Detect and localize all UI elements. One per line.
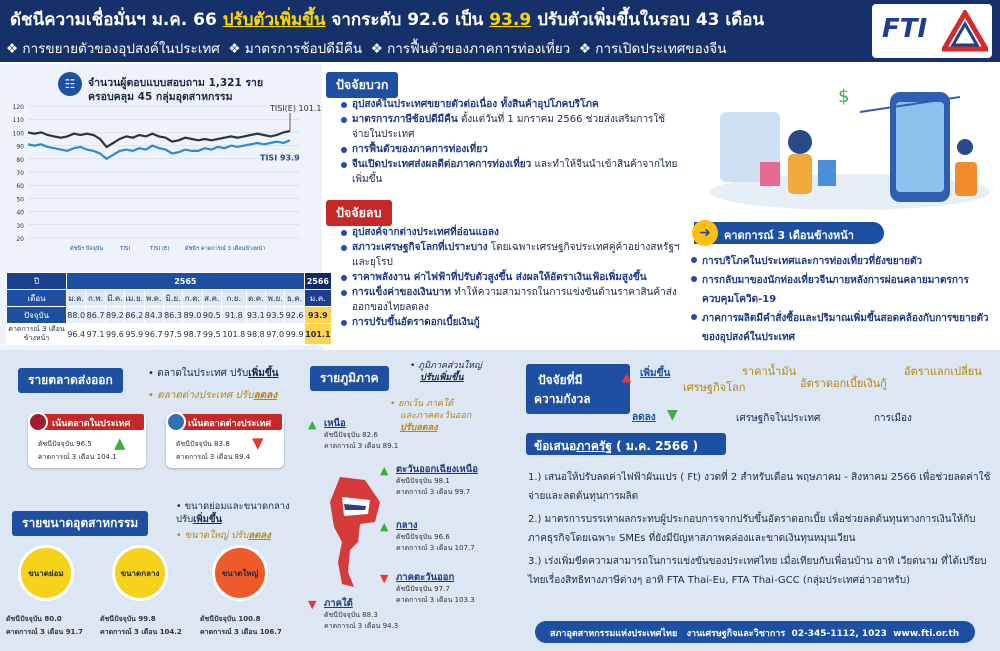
region-exp: คาดการณ์ 3 เดือน 103.3	[396, 596, 475, 604]
table-exp-label: คาดการณ์ 3 เดือนข้างหน้า	[7, 324, 67, 345]
up-arrow-icon: ▲	[622, 370, 632, 384]
concern-politics: การเมือง	[874, 413, 912, 424]
concern-domestic: เศรษฐกิจในประเทศ	[736, 413, 821, 424]
month-cell: พ.ย.	[266, 290, 285, 307]
table-year-label: ปี	[7, 273, 67, 290]
expect-cell: 96.7	[144, 324, 163, 345]
legend-entry: TISI (E)	[150, 246, 170, 252]
svg-text:$: $	[838, 86, 850, 107]
expect-cell: 97.1	[86, 324, 105, 345]
region-title: รายภูมิภาค	[310, 366, 389, 391]
tisi-line-chart	[0, 100, 322, 270]
concern-up: เพิ่มขึ้น	[640, 368, 671, 379]
concern-global: เศรษฐกิจโลก	[683, 381, 746, 394]
current-cell: 93.5	[266, 307, 285, 324]
size-cur: ดัชนีปัจจุบัน 99.8	[100, 615, 156, 623]
logo-text: FTI	[882, 14, 928, 44]
concern-down: ลดลง	[632, 412, 656, 423]
region-arrow-icon: ▼	[308, 598, 317, 611]
factor-1: ❖ การขยายตัวของอุปสงค์ในประเทศ	[6, 41, 220, 57]
thai-flag-icon	[28, 412, 48, 432]
y-tick-label: 40	[16, 209, 24, 217]
series-line-1	[28, 140, 290, 159]
y-tick-label: 90	[16, 143, 24, 151]
region-arrow-icon: ▲	[308, 418, 317, 431]
forecast-title: คาดการณ์ 3 เดือนข้างหน้า	[724, 229, 854, 242]
current-cell: 93.9	[304, 307, 331, 324]
expect-cell: 101.1	[304, 324, 331, 345]
region-exp: คาดการณ์ 3 เดือน 89.1	[324, 442, 399, 450]
negative-tag	[326, 200, 392, 226]
domestic-exp: คาดการณ์ 3 เดือน 104.1	[38, 453, 117, 461]
proposal-item: 3.) เร่งเพิ่มขีดความสามารถในการแข่งขันของประเทศไทย เมื่อเทียบกับเพื่อนบ้าน อาทิ เวียดนาม ที่ได้เปรียบไทยเรื่องสิทธิทางภาษีต่างๆ อาทิ FTA Thai-Eu, FTA Thai-GCC (กลุ่มประเทศอ่าวอาหรับ)	[528, 556, 987, 586]
arrow-right-icon: ➜	[692, 220, 718, 246]
size-exp: คาดการณ์ 3 เดือน 91.7	[6, 628, 83, 636]
foreign-exp: คาดการณ์ 3 เดือน 89.4	[176, 453, 251, 461]
proposal-title: ข้อเสนอภาครัฐ ( ม.ค. 2566 )	[534, 439, 699, 453]
month-cell: พ.ค.	[144, 290, 163, 307]
factor-item: การแข็งค่าของเงินบาท ทำให้ความสามารถในการแข่งขันด้านราคาสินค้าส่งออกของไทยลดลง	[340, 285, 680, 315]
size-b2: • ขนาดใหญ่ ปรับลดลง	[176, 530, 271, 541]
size-title: รายขนาดอุตสาหกรรม	[12, 511, 148, 536]
market-title: รายตลาดส่งออก	[18, 368, 123, 393]
expect-cell: 99.6	[105, 324, 124, 345]
region-cur: ดัชนีปัจจุบัน 97.7	[396, 585, 450, 593]
logo-triangle-icon	[942, 10, 988, 52]
expect-cell: 97.5	[163, 324, 182, 345]
region-arrow-icon: ▲	[380, 464, 389, 477]
down-arrow-icon: ▼	[252, 434, 264, 452]
factor-item: มาตรการภาษีช้อปดีมีคืน ตั้งแต่วันที่ 1 มกราคม 2566 ช่วยส่งเสริมการใช้จ่ายในประเทศ	[340, 112, 680, 142]
size-exp: คาดการณ์ 3 เดือน 104.2	[100, 628, 182, 636]
size-cur: ดัชนีปัจจุบัน 80.0	[6, 615, 62, 623]
concern-fx: อัตราแลกเปลี่ยน	[904, 365, 982, 378]
region-cur: ดัชนีปัจจุบัน 98.1	[396, 477, 450, 485]
forecast-list	[690, 252, 996, 347]
expect-cell: 95.9	[125, 324, 144, 345]
forecast-item: ภาคการผลิตมีคำสั่งซื้อและปริมาณเพิ่มขึ้นสอดคล้องกับการขยายตัวของอุปสงค์ในประเทศ	[690, 309, 996, 347]
factor-item: อุปสงค์ในประเทศขยายตัวต่อเนื่อง ทั้งสินค้าอุปโภคบริโภค	[340, 97, 680, 112]
table-year-2566: 2566	[304, 273, 331, 290]
region-exp: คาดการณ์ 3 เดือน 107.7	[396, 544, 475, 552]
region-exp: คาดการณ์ 3 เดือน 99.7	[396, 488, 471, 496]
region-arrow-icon: ▲	[380, 520, 389, 533]
shopping-travel-illustration	[700, 72, 995, 222]
month-cell: ก.ค.	[183, 290, 202, 307]
region-exp: คาดการณ์ 3 เดือน 94.3	[324, 622, 399, 630]
domestic-tag: เน้นตลาดในประเทศ	[40, 414, 144, 430]
current-cell: 86.7	[86, 307, 105, 324]
globe-icon	[166, 412, 186, 432]
y-tick-label: 30	[16, 222, 24, 230]
factor-item: จีนเปิดประเทศส่งผลดีต่อภาคการท่องเที่ยว และทำให้จีนนำเข้าสินค้าจากไทยเพิ่มขึ้น	[340, 157, 680, 187]
month-cell: ก.ย.	[222, 290, 247, 307]
y-tick-label: 20	[16, 236, 24, 243]
expect-cell: 99.5	[202, 324, 221, 345]
page-title: ดัชนีความเชื่อมั่นฯ ม.ค. 66 ปรับตัวเพิ่มขึ้น จากระดับ 92.6 เป็น 93.9 ปรับตัวเพิ่มขึ้นในรอบ 43 เดือน	[10, 10, 765, 30]
current-cell: 91.8	[222, 307, 247, 324]
size-circle: ขนาดย่อม	[18, 545, 74, 601]
month-cell: ก.พ.	[86, 290, 105, 307]
survey-icon: ☷	[58, 72, 82, 96]
factor-item: อุปสงค์จากต่างประเทศที่อ่อนแอลง	[340, 225, 680, 240]
y-tick-label: 110	[12, 117, 24, 125]
factor-item: การฟื้นตัวของภาคการท่องเที่ยว	[340, 142, 680, 157]
current-cell: 92.6	[285, 307, 304, 324]
market-b2: • ตลาดต่างประเทศ ปรับลดลง	[148, 390, 278, 401]
y-tick-label: 70	[16, 170, 24, 177]
y-tick-label: 80	[16, 156, 24, 164]
region-arrow-icon: ▼	[380, 572, 389, 585]
month-cell: เม.ย.	[125, 290, 144, 307]
y-tick-label: 60	[16, 183, 24, 191]
current-cell: 88.0	[67, 307, 86, 324]
expect-cell: 98.7	[183, 324, 202, 345]
positive-list	[340, 97, 680, 187]
concern-title1: ปัจจัยที่มี	[538, 373, 583, 387]
month-cell: ต.ค.	[246, 290, 265, 307]
factor-item: ราคาพลังงาน ค่าไฟฟ้าที่ปรับตัวสูงขึ้น ส่งผลให้อัตราเงินเฟ้อเพิ่มสูงขึ้น	[340, 270, 680, 285]
y-tick-label: 100	[12, 130, 24, 138]
region-name: ภาคตะวันออก	[396, 572, 455, 583]
region-name: กลาง	[396, 520, 418, 531]
survey-line2: ครอบคลุม 45 กลุ่มอุตสาหกรรม	[88, 91, 233, 103]
foreign-tag: เน้นตลาดต่างประเทศ	[178, 414, 282, 430]
current-cell: 86.3	[163, 307, 182, 324]
month-cell: ม.ค.	[304, 290, 331, 307]
ann-tisi: TISI 93.9	[260, 153, 300, 163]
region-cur: ดัชนีปัจจุบัน 96.6	[396, 533, 450, 541]
positive-tag	[326, 72, 398, 98]
table-cur-label: ปัจจุบัน	[7, 307, 67, 324]
positive-title: ปัจจัยบวก	[326, 72, 398, 98]
y-tick-label: 120	[12, 104, 24, 111]
current-cell: 90.5	[202, 307, 221, 324]
legend-entry: ดัชนีฯ ปัจจุบัน	[70, 246, 104, 252]
current-cell: 89.0	[183, 307, 202, 324]
table-month-label: เดือน	[7, 290, 67, 307]
factor-4: ❖ การเปิดประเทศของจีน	[578, 41, 727, 57]
expect-cell: 98.8	[246, 324, 265, 345]
region-name: เหนือ	[324, 418, 346, 429]
forecast-item: การกลับมาของนักท่องเที่ยวจีนภายหลังการผ่อนคลายมาตรการควบคุมโควิด-19	[690, 271, 996, 309]
size-circle: ขนาดกลาง	[112, 545, 168, 601]
region-name: ภาคใต้	[324, 598, 353, 609]
foreign-cur: ดัชนีปัจจุบัน 83.8	[176, 440, 230, 448]
concern-interest: อัตราดอกเบี้ยเงินกู้	[800, 377, 887, 390]
header-factors	[6, 37, 726, 59]
down-arrow-icon: ▼	[667, 407, 678, 423]
survey-line1: จำนวนผู้ตอบแบบสอบถาม 1,321 ราย	[88, 77, 264, 89]
expect-cell: 96.4	[67, 324, 86, 345]
size-exp: คาดการณ์ 3 เดือน 106.7	[200, 628, 282, 636]
factor-2: ❖ มาตรการช้อปดีมีคืน	[228, 41, 363, 57]
factor-3: ❖ การฟื้นตัวของภาคการท่องเที่ยว	[370, 41, 571, 57]
ann-tisi-e: TISI(E) 101.1	[270, 103, 322, 113]
market-b1: • ตลาดในประเทศ ปรับเพิ่มขึ้น	[148, 368, 279, 379]
legend-entry: ดัชนีฯ คาดการณ์ 3 เดือนข้างหน้า	[185, 246, 266, 252]
current-cell: 89.2	[105, 307, 124, 324]
month-cell: ม.ค.	[67, 290, 86, 307]
region-b2: • ยกเว้น ภาคใต้ และภาคตะวันออก ปรับลดลง	[390, 399, 472, 433]
negative-list	[340, 225, 680, 330]
month-cell: ธ.ค.	[285, 290, 304, 307]
domestic-cur: ดัชนีปัจจุบัน 96.5	[38, 440, 92, 448]
expect-cell: 101.8	[222, 324, 247, 345]
concern-oil: ราคาน้ำมัน	[742, 365, 797, 378]
table-year-2565: 2565	[67, 273, 305, 290]
region-cur: ดัชนีปัจจุบัน 82.6	[324, 431, 378, 439]
size-cur: ดัชนีปัจจุบัน 100.8	[200, 615, 261, 623]
proposal-list	[528, 468, 994, 594]
size-b1: • ขนาดย่อมและขนาดกลาง ปรับเพิ่มขึ้น	[176, 501, 290, 525]
tisi-table	[6, 272, 332, 345]
size-circle: ขนาดใหญ่	[212, 545, 268, 601]
current-cell: 84.3	[144, 307, 163, 324]
forecast-item: การบริโภคในประเทศและการท่องเที่ยวที่ยังขยายตัว	[690, 252, 996, 271]
negative-title: ปัจจัยลบ	[326, 200, 392, 226]
footer-text: สภาอุตสาหกรรมแห่งประเทศไทย งานเศรษฐกิจและวิชาการ 02-345-1112, 1023 www.fti.or.th	[550, 629, 960, 639]
month-cell: มี.ค.	[105, 290, 124, 307]
proposal-item: 2.) มาตรการบรรเทาผลกระทบผู้ประกอบการจากปรับขึ้นอัตราดอกเบี้ย เพื่อช่วยลดต้นทุนทางการเงินให้กับภาคธุรกิจโดยเฉพาะ SMEs ที่ยังมีปัญหาสภาพคล่องและขาดเงินทุนหมุนเวียน	[528, 514, 976, 544]
region-b1: • ภูมิภาคส่วนใหญ่ ปรับเพิ่มขึ้น	[410, 361, 482, 383]
current-cell: 93.1	[246, 307, 265, 324]
concern-title2: ความกังวล	[534, 392, 591, 406]
region-name: ตะวันออกเฉียงเหนือ	[396, 464, 478, 475]
proposal-item: 1.) เสนอให้ปรับลดค่าไฟฟ้าผันแปร ( Ft) งวดที่ 2 สำหรับเดือน พฤษภาคม - สิงหาคม 2566 เพื่อช่วยลดค่าใช้จ่ายและลดต้นทุนการผลิต	[528, 472, 991, 502]
region-cur: ดัชนีปัจจุบัน 88.3	[324, 611, 378, 619]
legend-entry: TISI	[120, 246, 131, 252]
y-tick-label: 50	[16, 196, 24, 204]
up-arrow-icon: ▲	[114, 434, 126, 452]
month-cell: ส.ค.	[202, 290, 221, 307]
factor-item: สภาวะเศรษฐกิจโลกที่เปราะบาง โดยเฉพาะเศรษฐกิจประเทศคู่ค้าอย่างสหรัฐฯ และยุโรป	[340, 240, 680, 270]
current-cell: 86.2	[125, 307, 144, 324]
expect-cell: 97.0	[266, 324, 285, 345]
factor-item: การปรับขึ้นอัตราดอกเบี้ยเงินกู้	[340, 315, 680, 330]
expect-cell: 99.9	[285, 324, 304, 345]
month-cell: มิ.ย.	[163, 290, 182, 307]
